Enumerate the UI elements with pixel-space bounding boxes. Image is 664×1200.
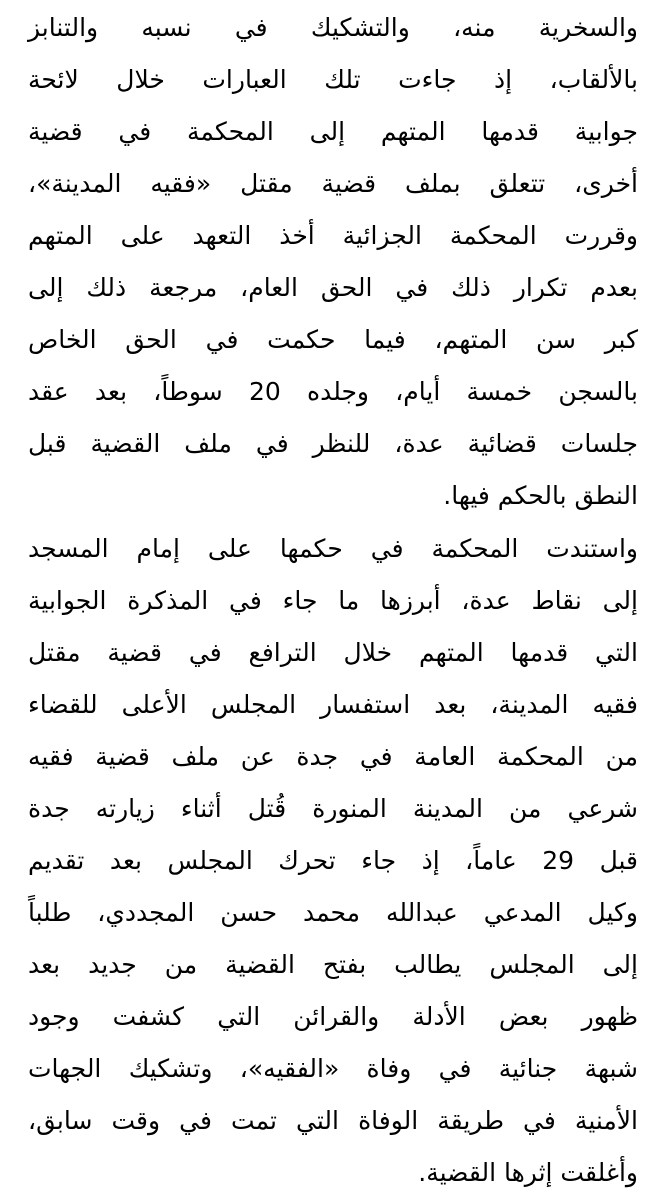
text-line: قبل 29 عاماً، إذ جاء تحرك المجلس بعد تقديم (28, 846, 639, 875)
text-line: شرعي من المدينة المنورة قُتل أثناء زيارته جدة (28, 794, 638, 823)
text-line: بالألقاب، إذ جاءت تلك العبارات خلال لائحة (28, 65, 638, 94)
paragraph-court-ruling (28, 2, 638, 522)
text-line: كبر سن المتهم، فيما حكمت في الحق الخاص (28, 325, 638, 354)
text-line: شبهة جنائية في وفاة «الفقيه»، وتشكيك الجهات (28, 1054, 638, 1083)
text-line: وكيل المدعي عبدالله محمد حسن المجددي، طلباً (28, 898, 638, 927)
text-line: فقيه المدينة، بعد استفسار المجلس الأعلى للقضاء (28, 690, 638, 719)
paragraph-court-basis (28, 523, 638, 1199)
text-line-last: وأغلقت إثرها القضية. (418, 1158, 638, 1187)
text-line: التي قدمها المتهم خلال الترافع في قضية مقتل (28, 638, 638, 667)
text-line: واستندت المحكمة في حكمها على إمام المسجد (28, 534, 638, 563)
text-line: إلى نقاط عدة، أبرزها ما جاء في المذكرة الجوابية (28, 586, 638, 615)
text-line: جوابية قدمها المتهم إلى المحكمة في قضية (28, 117, 638, 146)
text-line: والسخرية منه، والتشكيك في نسبه والتنابز (28, 13, 638, 42)
text-line: أخرى، تتعلق بملف قضية مقتل «فقيه المدينة»، (28, 169, 638, 198)
text-line: بالسجن خمسة أيام، وجلده 20 سوطاً، بعد عقد (28, 377, 638, 406)
text-line: ظهور بعض الأدلة والقرائن التي كشفت وجود (28, 1002, 638, 1031)
text-line: الأمنية في طريقة الوفاة التي تمت في وقت سابق، (28, 1106, 638, 1135)
text-line: جلسات قضائية عدة، للنظر في ملف القضية قبل (28, 429, 638, 458)
text-line-last: النطق بالحكم فيها. (443, 481, 638, 510)
text-line: من المحكمة العامة في جدة عن ملف قضية فقيه (28, 742, 638, 771)
text-line: بعدم تكرار ذلك في الحق العام، مرجعة ذلك إلى (28, 273, 638, 302)
text-line: إلى المجلس يطالب بفتح القضية من جديد بعد (28, 950, 638, 979)
text-line: وقررت المحكمة الجزائية أخذ التعهد على المتهم (28, 221, 638, 250)
